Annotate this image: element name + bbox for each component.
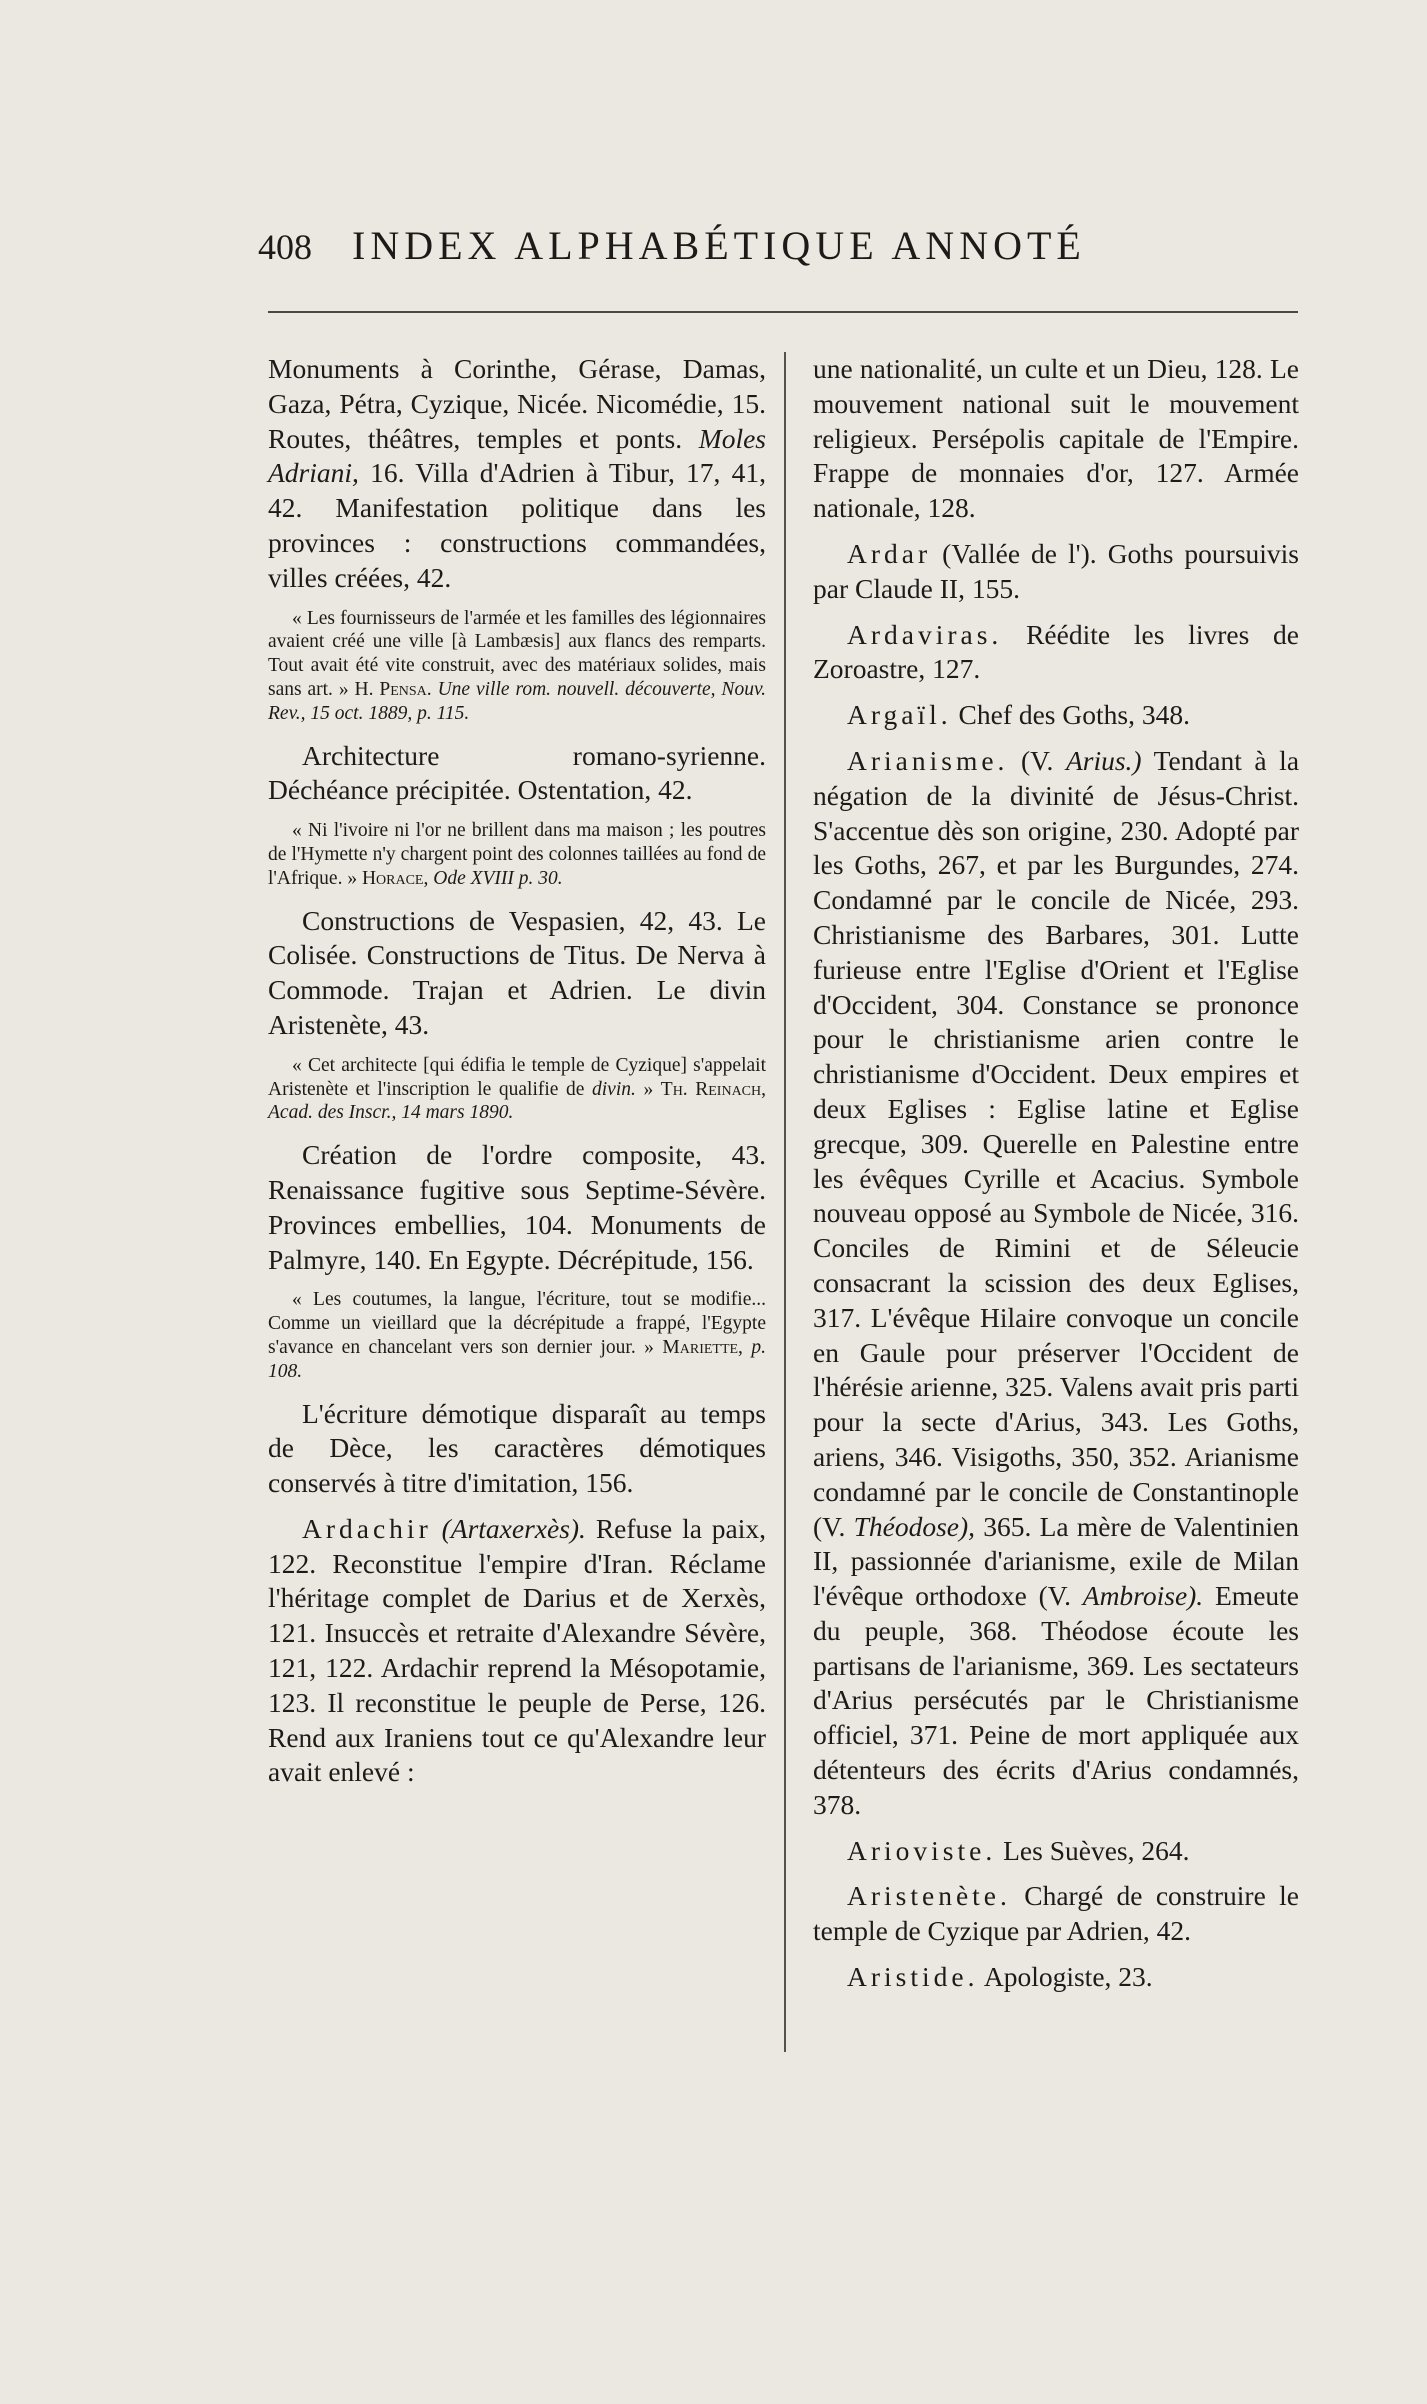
text: »	[643, 1078, 654, 1100]
text: (V.	[1021, 744, 1054, 776]
entry-paragraph: Création de l'ordre composite, 43. Renaissance fugitive sous Septime-Sévère. Provinces embellies, 104. Monuments de Palmyre, 140. En Egypte. Décrépitude, 156.	[268, 1139, 766, 1275]
entry-text: Chef des Goths, 348.	[958, 699, 1190, 731]
index-entry-aristenete	[813, 1879, 1299, 1949]
running-header	[258, 222, 1258, 269]
quote-author: Horace,	[361, 867, 429, 889]
left-column	[268, 352, 766, 1801]
entry-text: 365. La mère de Valentinien II, passionnée d'arianisme, exile de Milan l'évêque orthodoxe (V.	[813, 1510, 1299, 1612]
entry-paragraph	[268, 352, 766, 596]
entry-text: Les Suèves, 264.	[1003, 1834, 1190, 1866]
quote-source: p. 108.	[268, 1336, 767, 1382]
quote-source: Ode XVIII p. 30.	[433, 867, 563, 889]
entry-text: Tendant à la négation de la divinité de Jésus-Christ. S'accentue dès son origine, 230. Adopté par les Goths, 267, et par les Burgundes, 274. Condamné par le concile de Nicée, 293. Christianisme des Barbares, 301. Lutte furieuse entre l'Eglise d'Orient et l'Eglise d'Occident, 304. Constance se prononce pour le christianisme arien contre le christianisme d'Occident. Deux empires et deux Eglises : Eglise latine et Eglise grecque, 309. Querelle en Palestine entre les évêques Cyrille et Acacius. Symbole nouveau opposé au Symbole de Nicée, 316. Conciles de Rimini et de Séleucie consacrant la scission des deux Eglises, 317. L'évêque Hilaire convoque un concile en Gaule pour préserver l'Occident de l'hérésie arienne, 325. Valens avait pris parti pour la secte d'Arius, 343. Les Goths, ariens, 346. Visigoths, 350, 352. Arianisme condamné par le concile de Constantinople (V.	[813, 744, 1300, 1542]
quote-author: Th. Reinach,	[660, 1078, 767, 1100]
quote-text: « Les coutumes, la langue, l'écriture, tout se modifie... Comme un vieillard que la décrépitude a frappé, l'Egypte s'avance en chancelant vers son dernier jour. »	[268, 1289, 766, 1358]
entry-text: Apologiste, 23.	[983, 1961, 1153, 1993]
quote-source: Acad. des Inscr., 14 mars 1890.	[268, 1102, 514, 1124]
entry-text: Refuse la paix, 122. Reconstitue l'empire d'Iran. Réclame l'héritage complet de Darius et de Xerxès, 121. Insuccès et retraite d'Alexandre Sévère, 121, 122. Ardachir reprend la Mésopotamie, 123. Il reconstitue le peuple de Perse, 126. Rend aux Iraniens tout ce qu'Alexandre leur avait enlevé :	[268, 1512, 767, 1788]
italic-text: Théodose),	[853, 1510, 976, 1542]
header-rule	[268, 311, 1298, 313]
text: 16. Villa d'Adrien à Tibur, 17, 41, 42. Manifestation politique dans les provinces : constructions commandées, villes créées, 42.	[268, 457, 767, 593]
entry-heading: Arioviste.	[847, 1834, 997, 1866]
right-column	[813, 352, 1299, 2006]
index-entry-aristide	[813, 1960, 1299, 1995]
italic-text: (Artaxerxès).	[441, 1512, 586, 1544]
quote-author: Mariette,	[662, 1336, 743, 1358]
italic-text: Arius.)	[1065, 744, 1142, 776]
italic-text: Ambroise).	[1082, 1580, 1204, 1612]
quote-author: H. Pensa.	[354, 678, 432, 700]
entry-heading: Arianisme.	[847, 744, 1009, 776]
index-entry-ardar	[813, 537, 1299, 607]
entry-text: Emeute du peuple, 368. Théodose écoute les partisans de l'arianisme, 369. Les sectateurs d'Arius persécutés par le Christianisme officiel, 371. Peine de mort appliquée aux détenteurs des écrits d'Arius condamnés, 378.	[813, 1580, 1299, 1820]
entry-paragraph: L'écriture démotique disparaît au temps de Dèce, les caractères démotiques conservés à titre d'imitation, 156.	[268, 1397, 766, 1499]
index-entry-argail	[813, 698, 1299, 733]
italic-text: divin.	[592, 1078, 636, 1100]
quotation	[268, 1288, 766, 1383]
entry-paragraph: une nationalité, un culte et un Dieu, 128. Le mouvement national suit le mouvement religieux. Persépolis capitale de l'Empire. Frappe de monnaies d'or, 127. Armée nationale, 128.	[813, 353, 1299, 524]
quote-source: Une ville rom. nouvell. découverte, Nouv. Rev., 15 oct. 1889, p. 115.	[268, 678, 767, 724]
entry-text: Chargé de construire le temple de Cyzique par Adrien, 42.	[813, 1880, 1299, 1947]
quote-text: « Les fournisseurs de l'armée et les familles des légionnaires avaient créé une ville [à Lambæsis] aux flancs des remparts. Tout avait été vite construit, avec des matériaux solides, mais sans art. »	[268, 607, 766, 700]
index-entry-ardaviras	[813, 618, 1299, 688]
text: Monuments à Corinthe, Gérase, Damas, Gaza, Pétra, Cyzique, Nicée. Nicomédie, 15. Routes, théâtres, temples et ponts.	[268, 353, 766, 454]
index-entry-arianisme	[813, 744, 1299, 1823]
entry-paragraph: Constructions de Vespasien, 42, 43. Le Colisée. Constructions de Titus. De Nerva à Commode. Trajan et Adrien. Le divin Aristenète, 43.	[268, 904, 766, 1040]
page-title: INDEX ALPHABÉTIQUE ANNOTÉ	[352, 223, 1086, 268]
quote-text: « Ni l'ivoire ni l'or ne brillent dans ma maison ; les poutres de l'Hymette n'y chargent point des colonnes taillées au fond de l'Afrique. »	[268, 820, 766, 889]
quotation	[268, 1054, 766, 1125]
italic-text: Moles Adriani,	[268, 422, 766, 489]
entry-paragraph: Architecture romano-syrienne. Déchéance précipitée. Ostentation, 42.	[268, 739, 766, 806]
quotation	[268, 607, 766, 726]
entry-text: Réédite les livres de Zoroastre, 127.	[813, 618, 1300, 685]
index-entry-arioviste	[813, 1834, 1299, 1869]
entry-heading: Ardachir	[302, 1512, 432, 1544]
entry-heading: Ardar	[847, 537, 932, 569]
page-number: 408	[258, 227, 312, 267]
entry-heading: Ardaviras.	[847, 618, 1003, 650]
quote-text: « Cet architecte [qui édifia le temple de Cyzique] s'appelait Aristenète et l'inscription le qualifie de	[268, 1054, 766, 1100]
column-divider	[784, 352, 786, 2052]
quotation	[268, 819, 766, 890]
index-entry-ardachir	[268, 1512, 766, 1790]
entry-text: (Vallée de l'). Goths poursuivis par Claude II, 155.	[813, 537, 1300, 604]
entry-heading: Argaïl.	[847, 699, 952, 731]
entry-heading: Aristenète.	[847, 1880, 1011, 1912]
entry-heading: Aristide.	[847, 1961, 979, 1993]
